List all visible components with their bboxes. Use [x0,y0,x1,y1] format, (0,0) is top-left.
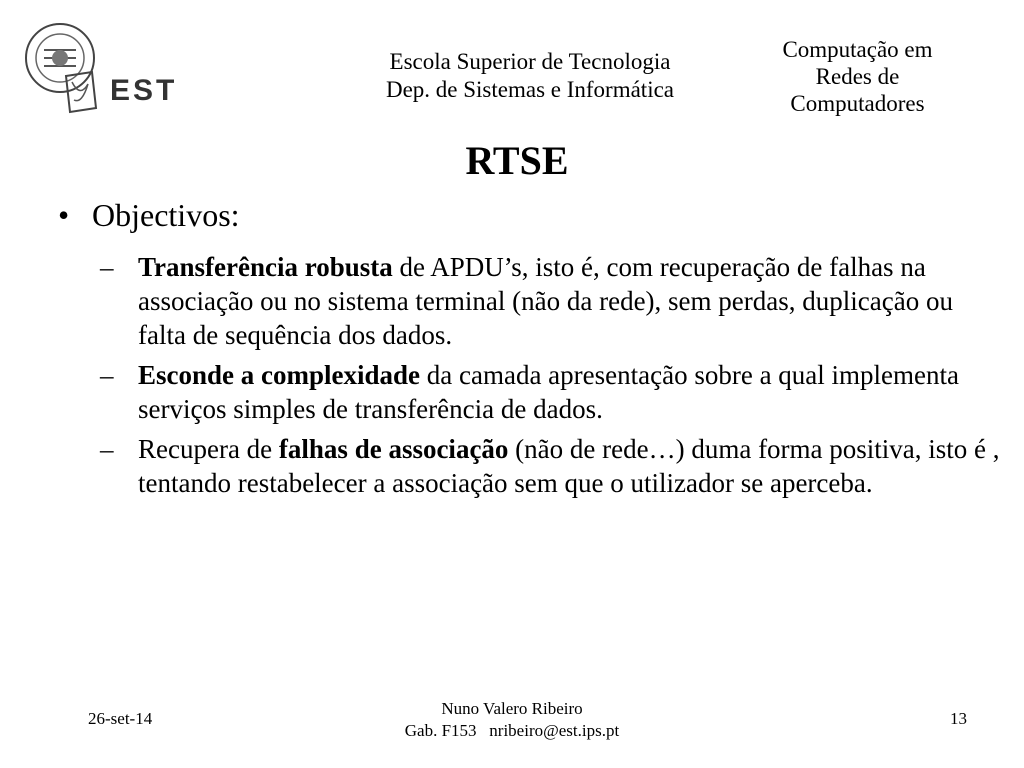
school-header [330,48,730,104]
list-item [100,250,1000,352]
school-name: Escola Superior de Tecnologia [389,49,671,74]
course-header [745,36,970,117]
objectives-list [100,250,1000,506]
department-name: Dep. de Sistemas e Informática [385,77,675,102]
bullet-objectives [58,196,240,234]
item-prefix-text: Recupera de [138,434,279,464]
logo-text: EST [110,74,178,107]
footer-date: 26-set-14 [88,709,153,728]
course-line-1: Computação em [782,37,933,62]
bullet-icon: • [58,197,70,233]
list-item [100,358,1000,426]
item-bold-text: falhas de associação [278,434,509,464]
item-text: da camada apresentação sobre a qual implementa serviços simples de transferência de dados. [138,360,960,424]
item-text: (não de rede…) duma forma positiva, isto é , tentando restabelecer a associação sem que o utilizador se aperceba. [138,434,1000,498]
page-number: 13 [950,709,967,728]
item-text: de APDU’s, isto é, com recuperação de falhas na associação ou no sistema terminal (não da rede), sem perdas, duplicação ou falta de sequência dos dados. [138,252,953,350]
slide-title: RTSE [465,138,569,183]
course-line-3: Computadores [790,91,925,116]
item-bold-text: Esconde a complexidade [138,360,421,390]
item-bold-text: Transferência robusta [138,252,393,282]
hand-emblem-icon [66,72,96,112]
seal-icon [26,24,94,92]
dash-icon: – [100,360,114,390]
institution-logo [22,20,212,118]
dash-icon: – [100,434,114,464]
bullet-label: Objectivos: [92,197,240,233]
footer-contact: Gab. F153 nribeiro@est.ips.pt [404,721,620,740]
course-line-2: Redes de [815,64,900,89]
footer-author-block [362,698,662,742]
dash-icon: – [100,252,114,282]
list-item [100,432,1000,500]
footer-author: Nuno Valero Ribeiro [441,699,583,718]
